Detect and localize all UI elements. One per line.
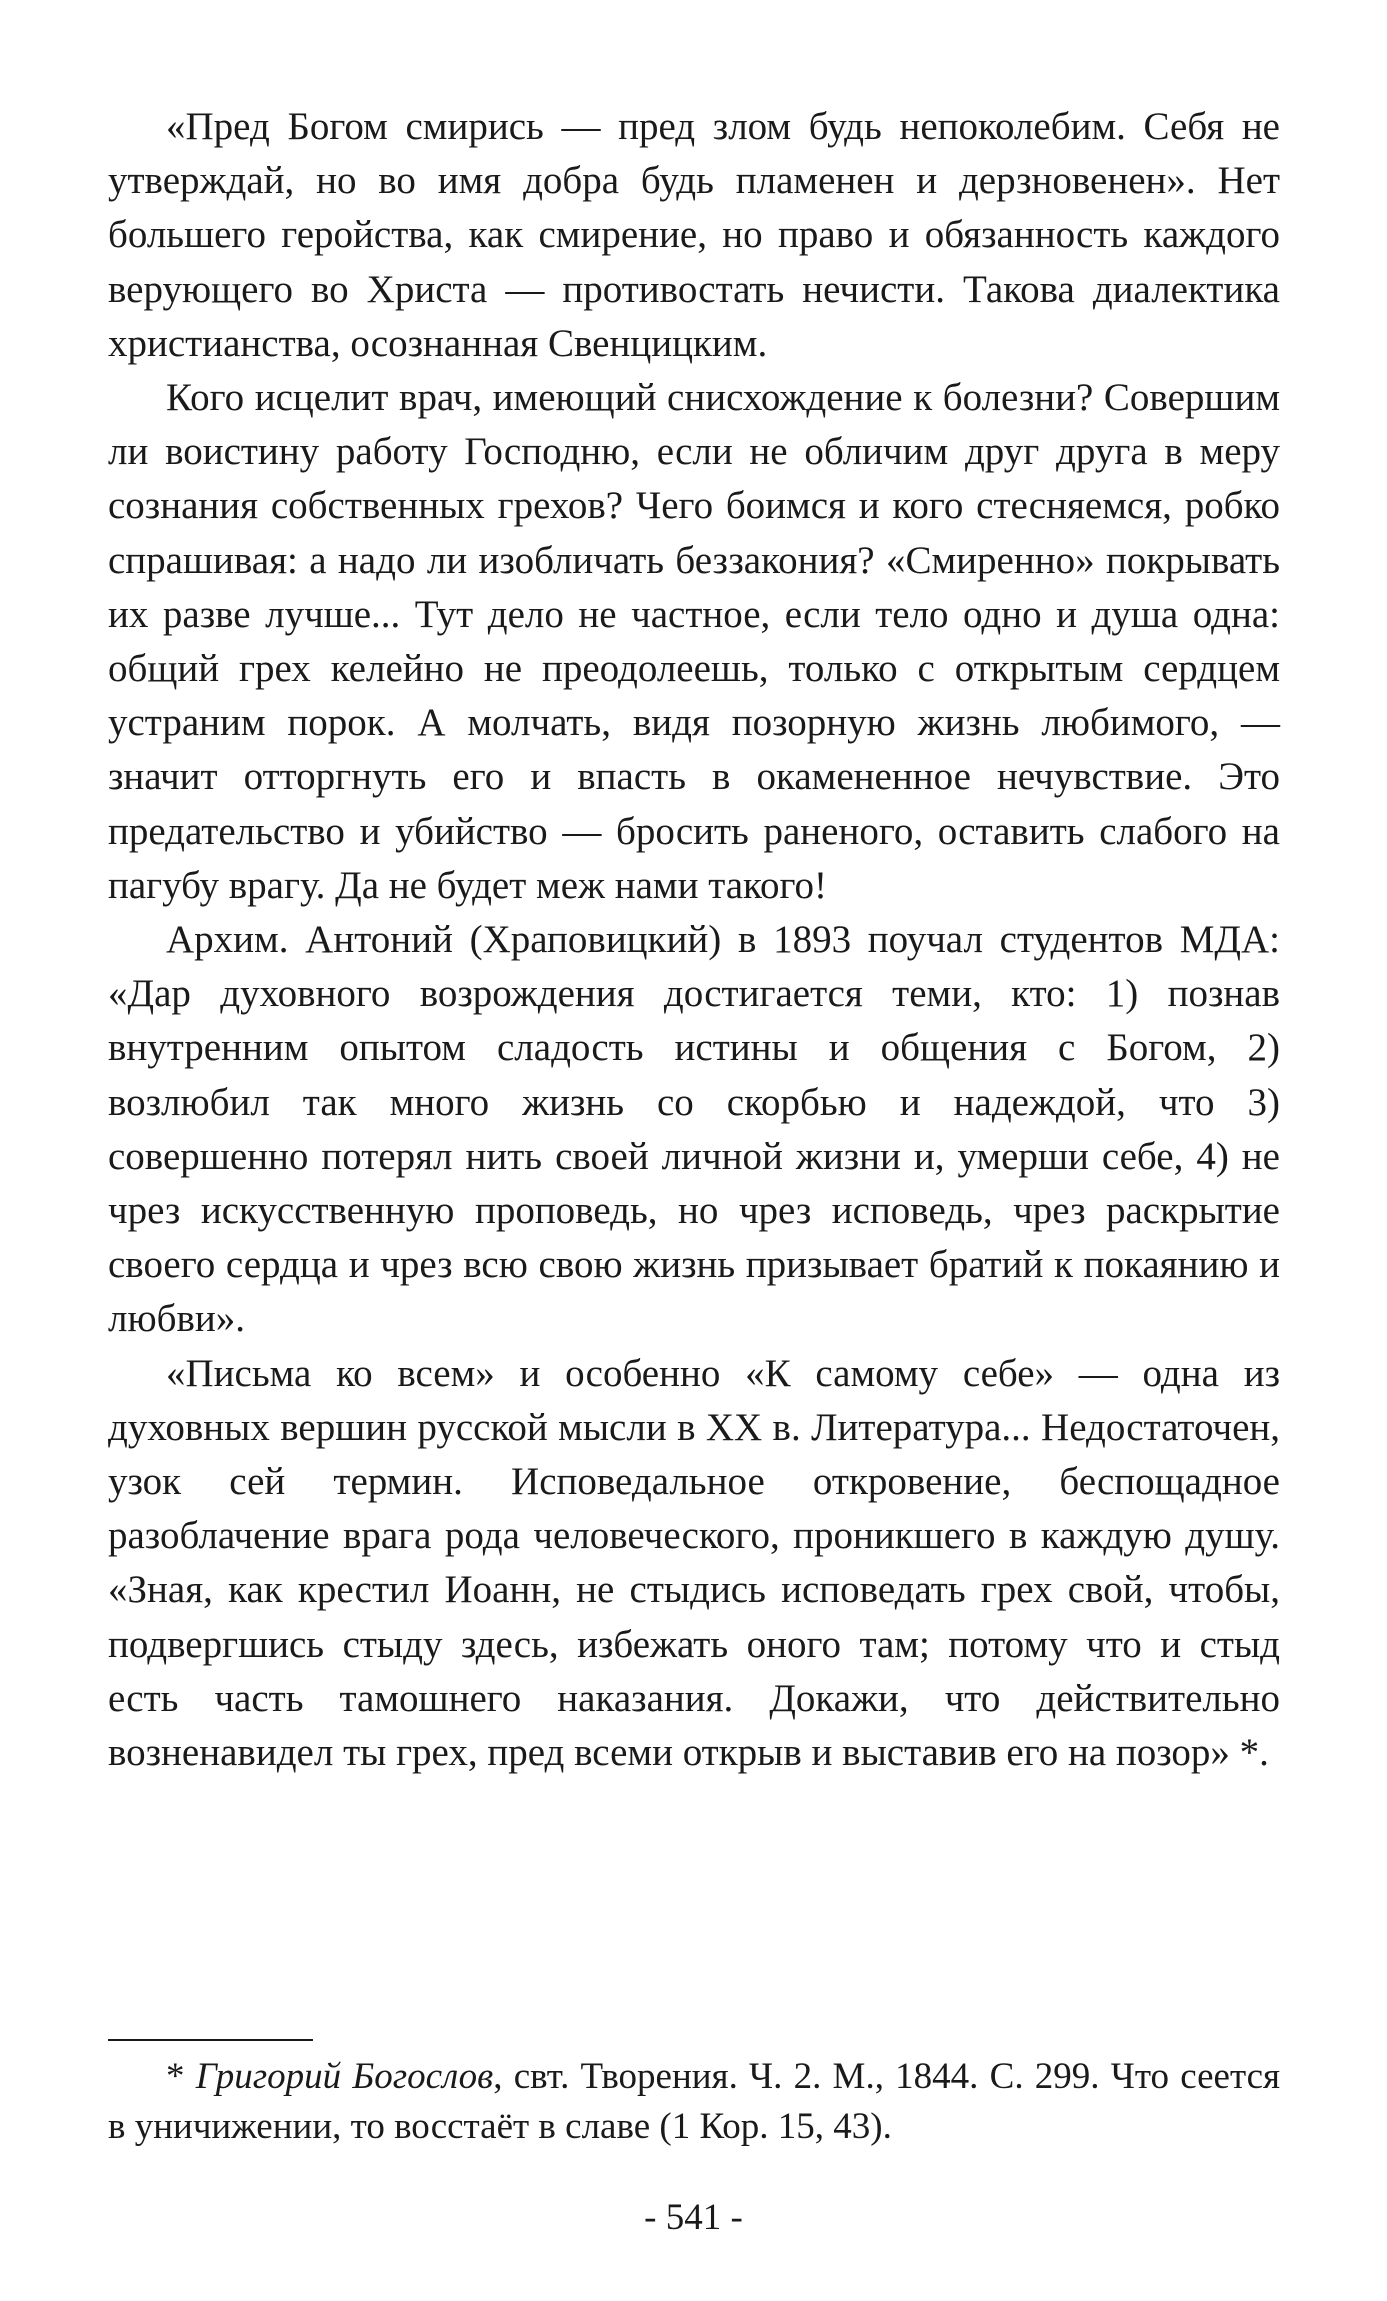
page-number: - 541 - [644, 2197, 743, 2238]
footnote-divider [108, 2039, 313, 2041]
paragraph-3: Архим. Антоний (Храповицкий) в 1893 поучал студентов МДА: «Дар духовного возрождения достигается теми, кто: 1) познав внутренним опытом сладость истины и общения с Богом, 2) возлюбил так много жизнь со скорбью и надеждой, что 3) совершенно потерял нить своей личной жизни и, умерши себе, 4) не чрез искусственную проповедь, но чрез исповедь, чрез раскрытие своего сердца и чрез всю свою жизнь призывает братий к покаянию и любви». [108, 918, 1280, 1341]
paragraph-1: «Пред Богом смирись — пред злом будь непоколебим. Себя не утверждай, но во имя добра будь пламенен и дерзновенен». Нет большего геройства, как смирение, но право и обязанность каждого верующего во Христа — противостать нечисти. Такова диалектика христианства, осознанная Свенцицким. [108, 105, 1280, 365]
paragraph-2: Кого исцелит врач, имеющий снисхождение к болезни? Совершим ли воистину работу Господню, если не обличим друг друга в меру сознания собственных грехов? Чего боимся и кого стесняемся, робко спрашивая: а надо ли изобличать беззакония? «Смиренно» покрывать их разве лучше... Тут дело не частное, если тело одно и душа одна: общий грех келейно не преодолеешь, только с открытым сердцем устраним порок. А молчать, видя позорную жизнь любимого, — значит отторгнуть его и впасть в окамененное нечувствие. Это предательство и убийство — бросить раненого, оставить слабого на пагубу врагу. Да не будет меж нами такого! [108, 376, 1280, 907]
footnote-author: Григорий Богослов [195, 2056, 494, 2097]
footnote-text: , свт. Творения. Ч. 2. М., 1844. С. 299. Что сеется в уничижении, то восстаёт в славе (1 Кор. 15, 43). [108, 2056, 1281, 2147]
footnote [108, 2052, 1280, 2152]
main-text [108, 100, 1280, 1780]
paragraph-4: «Письма ко всем» и особенно «К самому себе» — одна из духовных вершин русской мысли в XX в. Литература... Недостаточен, узок сей термин. Исповедальное откровение, беспощадное разоблачение врага рода человеческого, проникшего в каждую душу. «Зная, как крестил Иоанн, не стыдись исповедать грех свой, чтобы, подвергшись стыду здесь, избежать оного там; потому что и стыд есть часть тамошнего наказания. Докажи, что действительно возненавидел ты грех, пред всеми открыв и выставив его на позор» *. [108, 1351, 1280, 1775]
footnote-marker: * [166, 2056, 196, 2097]
